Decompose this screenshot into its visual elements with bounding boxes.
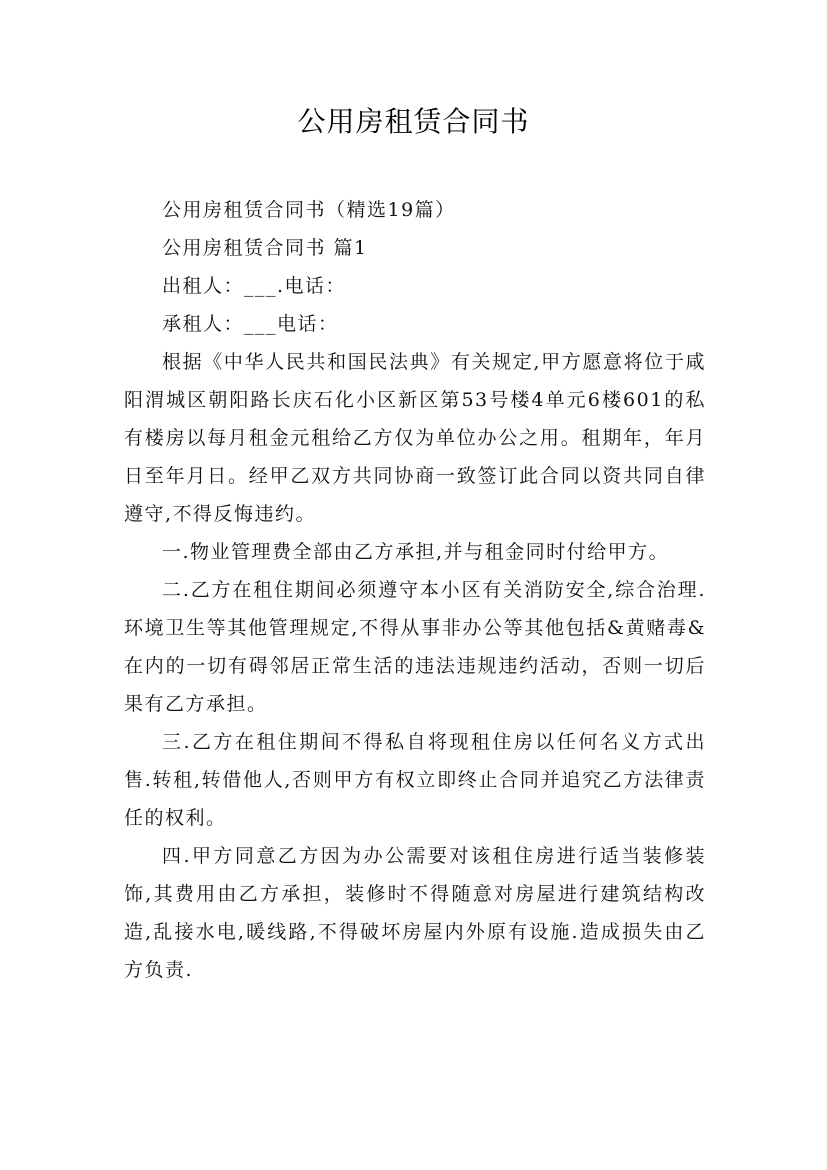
paragraph-lessee: 承租人：___电话： — [162, 313, 339, 335]
paragraph-clause-1: 一.物业管理费全部由乙方承担,并与租金同时付给甲方。 — [162, 541, 670, 563]
paragraph-section-heading: 公用房租赁合同书 篇1 — [162, 237, 368, 259]
paragraph-subtitle: 公用房租赁合同书（精选19篇） — [162, 199, 456, 221]
paragraph-preamble: 根据《中华人民共和国民法典》有关规定,甲方愿意将位于咸阳渭城区朝阳路长庆石化小区新区第53号楼4单元6楼601的私有楼房以每月租金元租给乙方仅为单位办公之用。租期年，年月日至年月日。经甲乙双方共同协商一致签订此合同以资共同自律遵守,不得反悔违约。 — [124, 351, 706, 525]
paragraph-clause-4: 四.甲方同意乙方因为办公需要对该租住房进行适当装修装饰,其费用由乙方承担，装修时不得随意对房屋进行建筑结构改造,乱接水电,暖线路,不得破坏房屋内外原有设施.造成损失由乙方负责. — [124, 845, 706, 981]
paragraph-clause-2: 二.乙方在租住期间必须遵守本小区有关消防安全,综合治理.环境卫生等其他管理规定,不得从事非办公等其他包括&黄赌毒&在内的一切有碍邻居正常生活的违法违规违约活动，否则一切后果有乙方承担。 — [124, 579, 706, 715]
paragraph-lessor: 出租人：___.电话： — [162, 275, 347, 297]
document-body — [124, 191, 706, 989]
document-title: 公用房租赁合同书 — [297, 105, 530, 138]
paragraph-clause-3: 三.乙方在租住期间不得私自将现租住房以任何名义方式出售.转租,转借他人,否则甲方有权立即终止合同并追究乙方法律责任的权利。 — [124, 731, 706, 829]
